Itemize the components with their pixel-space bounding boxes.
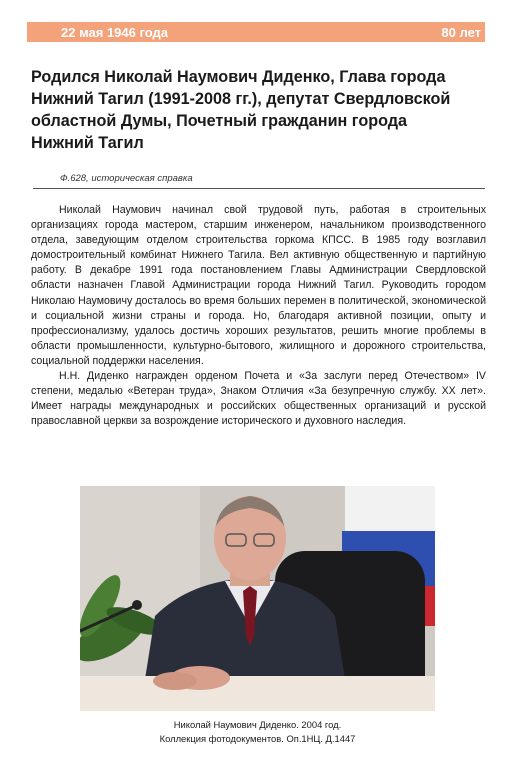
photo-caption bbox=[80, 718, 435, 746]
anniversary-badge: 80 лет bbox=[441, 24, 481, 40]
portrait-photo bbox=[80, 486, 435, 711]
photo-illustration bbox=[80, 486, 435, 711]
article-title: Родился Николай Наумович Диденко, Глава города Нижний Тагил (1991-2008 гг.), депутат Свердловской областной Думы, Почетный гражданин города Нижний Тагил bbox=[31, 68, 451, 152]
article-body bbox=[31, 203, 486, 429]
source-reference: Ф.628, историческая справка bbox=[60, 173, 193, 184]
header-bar bbox=[27, 22, 485, 42]
caption-line-2: Коллекция фотодокументов. Оп.1НЦ. Д.1447 bbox=[159, 733, 356, 744]
header-date: 22 мая 1946 года bbox=[61, 24, 168, 40]
paragraph-1: Николай Наумович начинал свой трудовой путь, работая в строительных организациях города мастером, старшим инженером, начальником производственного отдела, заведующим отделом строительства горкома КПСС. В 1985 году возглавил домостроительный комбинат Нижнего Тагила. Вел активную общественную и партийную работу. В декабре 1991 года постановлением Главы Администрации Свердловской области назначен Главой Администрации города Нижний Тагил. Руководить городом Николаю Наумовичу досталось во время больших перемен в политической, экономической и социальной жизни страны и города. Но, благодаря активной позиции, опыту и профессионализму, удалось достичь хороших результатов, решить многие проблемы в области промышленности, культурно-бытового, жилищного и дорожного строительства, социальной поддержки населения. bbox=[31, 204, 486, 367]
caption-line-1: Николай Наумович Диденко. 2004 год. bbox=[173, 719, 342, 730]
divider bbox=[33, 188, 485, 189]
paragraph-2: Н.Н. Диденко награжден орденом Почета и «За заслуги перед Отечеством» IV степени, медалью «Ветеран труда», Знаком Отличия «За безупречную службу. XX лет». Имеет награды международных и российских общественных организаций и русской православной церкви за возрождение исторического и духовного наследия. bbox=[31, 370, 486, 428]
